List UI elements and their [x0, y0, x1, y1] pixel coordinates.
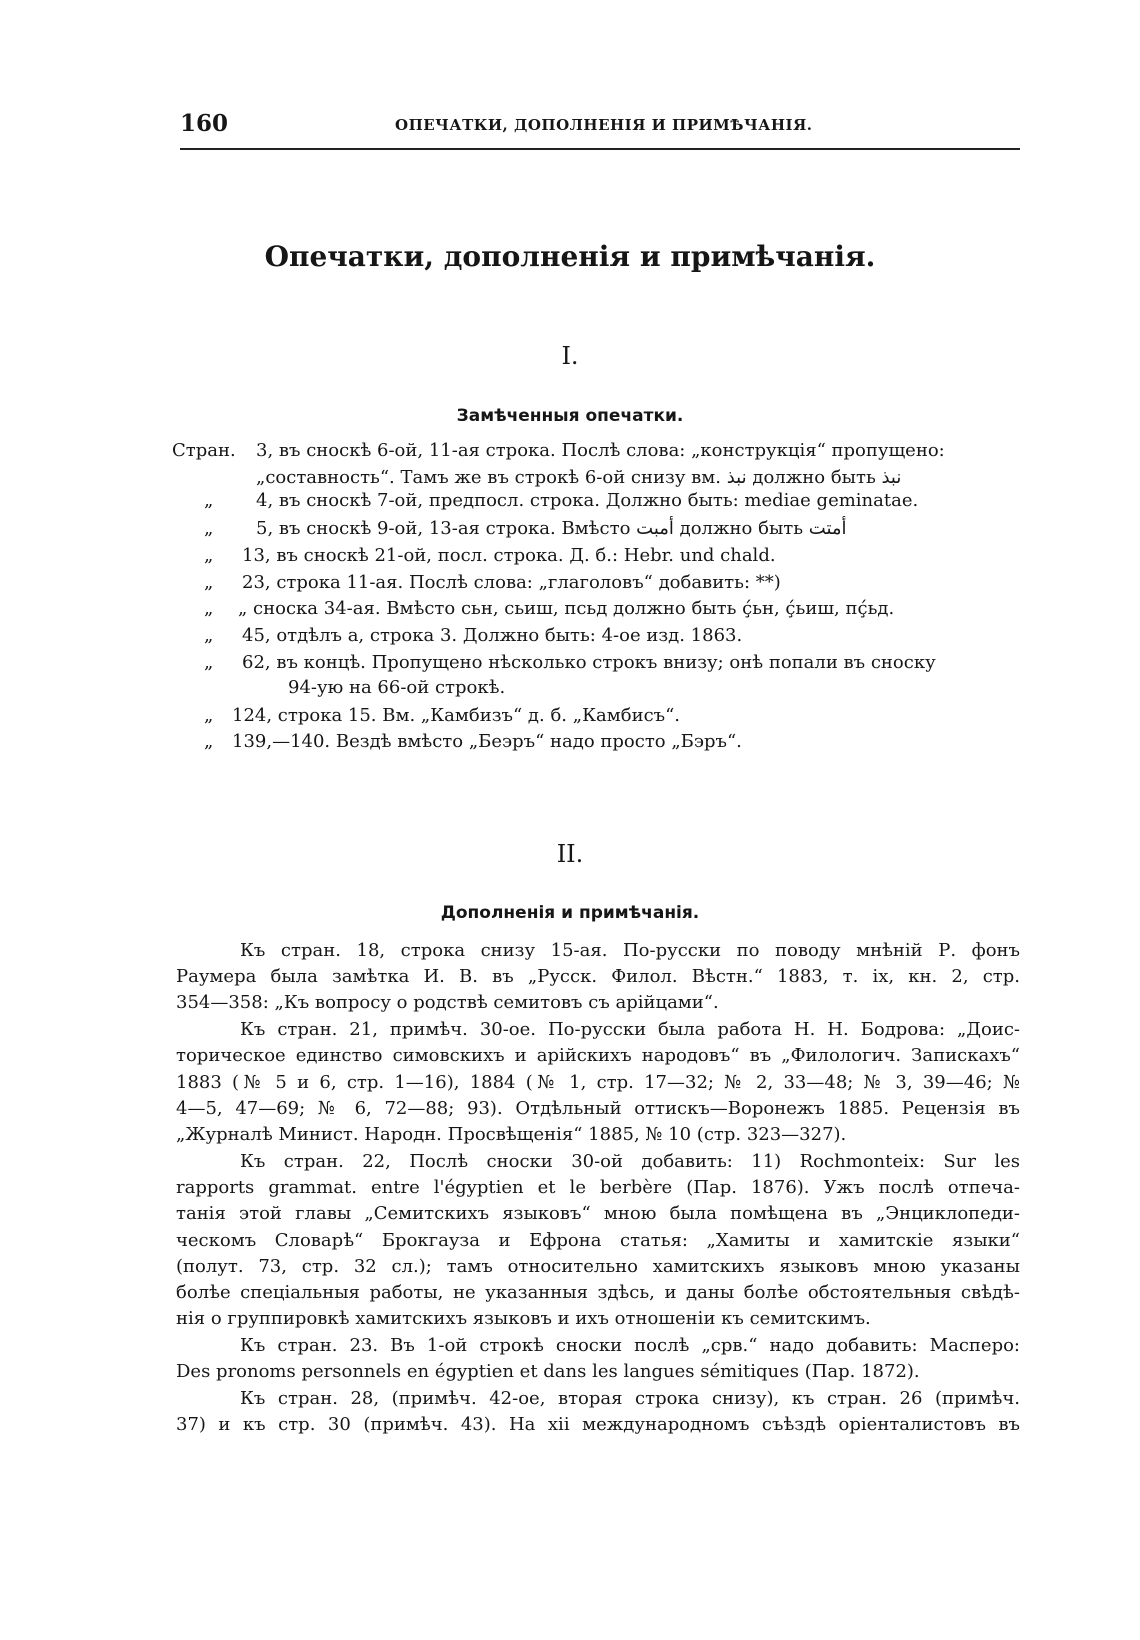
errata-line: 62, въ концѣ. Пропущено нѣсколько строкъ внизу; онѣ попали въ сноску [242, 652, 936, 673]
header-rule [180, 148, 1020, 150]
section-numeral: I. [561, 342, 579, 370]
arabic-word: أمتت [808, 518, 847, 539]
section-heading: Дополненія и примѣчанія. [440, 903, 700, 923]
errata-line: „ сноска 34-ая. Вмѣсто сьн, сьиш, псьд должно быть ḉьн, ḉьиш, пḉьд. [238, 598, 895, 619]
section-numeral: II. [556, 840, 584, 868]
errata-line: 94-ую на 66-ой строкѣ. [288, 677, 506, 698]
errata-line: 139,—140. Вездѣ вмѣсто „Беэръ“ надо просто „Бэръ“. [232, 731, 742, 752]
errata-line: 5, въ сноскѣ 9-ой, 13-ая строка. Вмѣсто أمبت должно быть أمتت [256, 518, 847, 539]
text-line: 354—358: „Къ вопросу о родствѣ семитовъ съ арійцами“. [176, 992, 719, 1013]
errata-line: 23, строка 11-ая. Послѣ слова: „глаголовъ“ добавить: **) [242, 572, 781, 593]
text-line: (полут. 73, стр. 32 сл.); тамъ относительно хамитскихъ языковъ мною указаны [176, 1256, 1020, 1277]
arabic-word: نبذ [726, 467, 747, 488]
ditto-mark: „ [204, 598, 214, 619]
text-line: „Журналѣ Минист. Народн. Просвѣщенія“ 1885, № 10 (стр. 323—327). [176, 1124, 847, 1145]
text-line: торическое единство симовскихъ и арійскихъ народовъ“ въ „Филологич. Запискахъ“ [176, 1045, 1020, 1066]
stran-label: Стран. [172, 440, 236, 461]
text-line: Къ стран. 21, примѣч. 30-ое. По-русски была работа Н. Н. Бодрова: „Доис- [240, 1019, 1020, 1040]
ditto-mark: „ [204, 731, 214, 752]
text-line: болѣе спеціальныя работы, не указанныя здѣсь, и даны болѣе обстоятельныя свѣдѣ- [176, 1282, 1020, 1303]
text-line: танія этой главы „Семитскихъ языковъ“ мною была помѣщена въ „Энциклопеди- [176, 1203, 1020, 1224]
errata-line: „составность“. Тамъ же въ строкѣ 6-ой снизу вм. نبذ должно быть نبذ [256, 467, 902, 488]
running-header [180, 110, 1020, 142]
text-line: нія о группировкѣ хамитскихъ языковъ и ихъ отношеніи къ семитскимъ. [176, 1308, 871, 1329]
text-line: Къ стран. 18, строка снизу 15-ая. По-русски по поводу мнѣній Р. фонъ [240, 940, 1020, 961]
ditto-mark: „ [204, 545, 214, 566]
text-line: Къ стран. 28, (примѣч. 42-ое, вторая строка снизу), къ стран. 26 (примѣч. [240, 1388, 1020, 1409]
arabic-word: أمبت [636, 518, 674, 539]
running-title: ОПЕЧАТКИ, ДОПОЛНЕНІЯ И ПРИМѢЧАНІЯ. [395, 116, 813, 134]
text-line: Къ стран. 23. Въ 1-ой строкѣ сноски послѣ „срв.“ надо добавить: Масперо: [240, 1335, 1020, 1356]
ditto-mark: „ [204, 652, 214, 673]
ditto-mark: „ [204, 705, 214, 726]
errata-line: 45, отдѣлъ a, строка 3. Должно быть: 4-ое изд. 1863. [242, 625, 743, 646]
section-heading: Замѣченныя опечатки. [456, 406, 684, 426]
text-line: 1883 (№ 5 и 6, стр. 1—16), 1884 (№ 1, стр. 17—32; № 2, 33—48; № 3, 39—46; № [176, 1072, 1020, 1093]
ditto-mark: „ [204, 518, 214, 539]
errata-line: 124, строка 15. Вм. „Камбизъ“ д. б. „Камбисъ“. [232, 705, 681, 726]
text-line: 37) и къ стр. 30 (примѣч. 43). На xii международномъ съѣздѣ оріенталистовъ въ [176, 1414, 1020, 1435]
ditto-mark: „ [204, 625, 214, 646]
errata-line: 3, въ сноскѣ 6-ой, 11-ая строка. Послѣ слова: „конструкція“ пропущено: [256, 440, 945, 461]
text-line: rapports grammat. entre l'égyptien et le berbère (Пар. 1876). Ужъ послѣ отпеча- [176, 1177, 1020, 1198]
page-title: Опечатки, дополненія и примѣчанія. [264, 240, 876, 273]
page-number: 160 [180, 110, 229, 137]
errata-line: 4, въ сноскѣ 7-ой, предпосл. строка. Должно быть: mediae geminatae. [256, 490, 919, 511]
text-line: Къ стран. 22, Послѣ сноски 30-ой добавить: 11) Rochmonteix: Sur les [240, 1151, 1020, 1172]
text-line: ческомъ Словарѣ“ Брокгауза и Ефрона статья: „Хамиты и хамитскіе языки“ [176, 1230, 1020, 1251]
text-line: Раумера была замѣтка И. В. въ „Русск. Филол. Вѣстн.“ 1883, т. ix, кн. 2, стр. [176, 966, 1020, 987]
text-line: Des pronoms personnels en égyptien et dans les langues sémitiques (Пар. 1872). [176, 1361, 920, 1382]
ditto-mark: „ [204, 572, 214, 593]
errata-line: 13, въ сноскѣ 21-ой, посл. строка. Д. б.: Hebr. und chald. [242, 545, 776, 566]
ditto-mark: „ [204, 490, 214, 511]
arabic-word: نبذ [881, 467, 902, 488]
text-line: 4—5, 47—69; № 6, 72—88; 93). Отдѣльный оттискъ—Воронежъ 1885. Рецензія въ [176, 1098, 1020, 1119]
